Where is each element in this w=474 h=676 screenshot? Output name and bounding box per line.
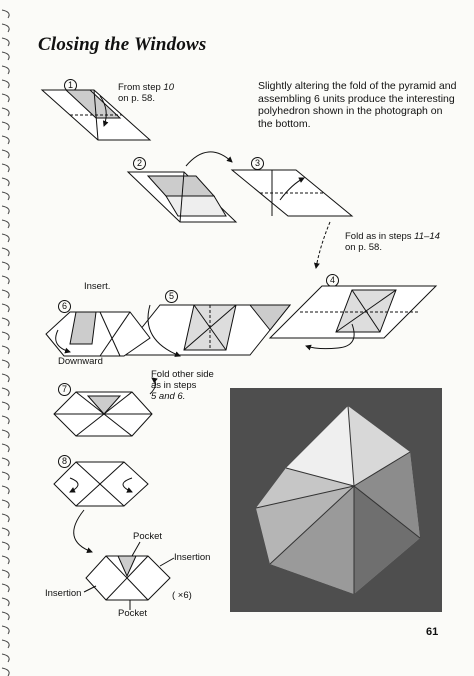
polyhedron-photo — [230, 388, 442, 612]
step-4-caption: Fold as in steps 11–14 on p. 58. — [345, 231, 440, 253]
step-1-diagram — [42, 90, 150, 140]
step-6-insert-label: Insert. — [84, 281, 111, 292]
step-3-diagram — [232, 170, 352, 216]
step-8-diagram — [54, 462, 148, 506]
step-8-number: 8 — [58, 455, 71, 468]
step-3-number: 3 — [251, 157, 264, 170]
page-title: Closing the Windows — [38, 34, 207, 55]
step-7-diagram — [54, 392, 152, 436]
insertion-left-label: Insertion — [45, 588, 82, 599]
page-number: 61 — [426, 626, 439, 638]
polyhedron-image — [230, 388, 442, 612]
step-6-downward-label: Downward — [58, 356, 103, 367]
pocket-bottom-label: Pocket — [118, 608, 148, 619]
multiplier-label: ( ×6) — [172, 590, 192, 601]
step-6-number: 6 — [58, 300, 71, 313]
step-1-caption: From step 10 on p. 58. — [118, 82, 174, 104]
step-4-number: 4 — [326, 274, 339, 287]
pocket-top-label: Pocket — [133, 531, 163, 542]
step-6-diagram — [46, 312, 150, 356]
assembly-unit-diagram — [86, 556, 170, 600]
step-1-number: 1 — [64, 79, 77, 92]
step-5-number: 5 — [165, 290, 178, 303]
step-2-number: 2 — [133, 157, 146, 170]
step-5-diagram — [120, 305, 290, 355]
insertion-right-label: Insertion — [174, 552, 211, 563]
step-2-diagram — [128, 172, 236, 222]
step-4-diagram — [270, 286, 436, 338]
step-7-number: 7 — [58, 383, 71, 396]
intro-text: Slightly altering the fold of the pyramid and assembling 6 units produce the interesting polyhedron shown in the photograph on the bottom. — [258, 80, 457, 130]
step-7-caption: Fold other side as in steps 5 and 6. — [151, 369, 214, 402]
